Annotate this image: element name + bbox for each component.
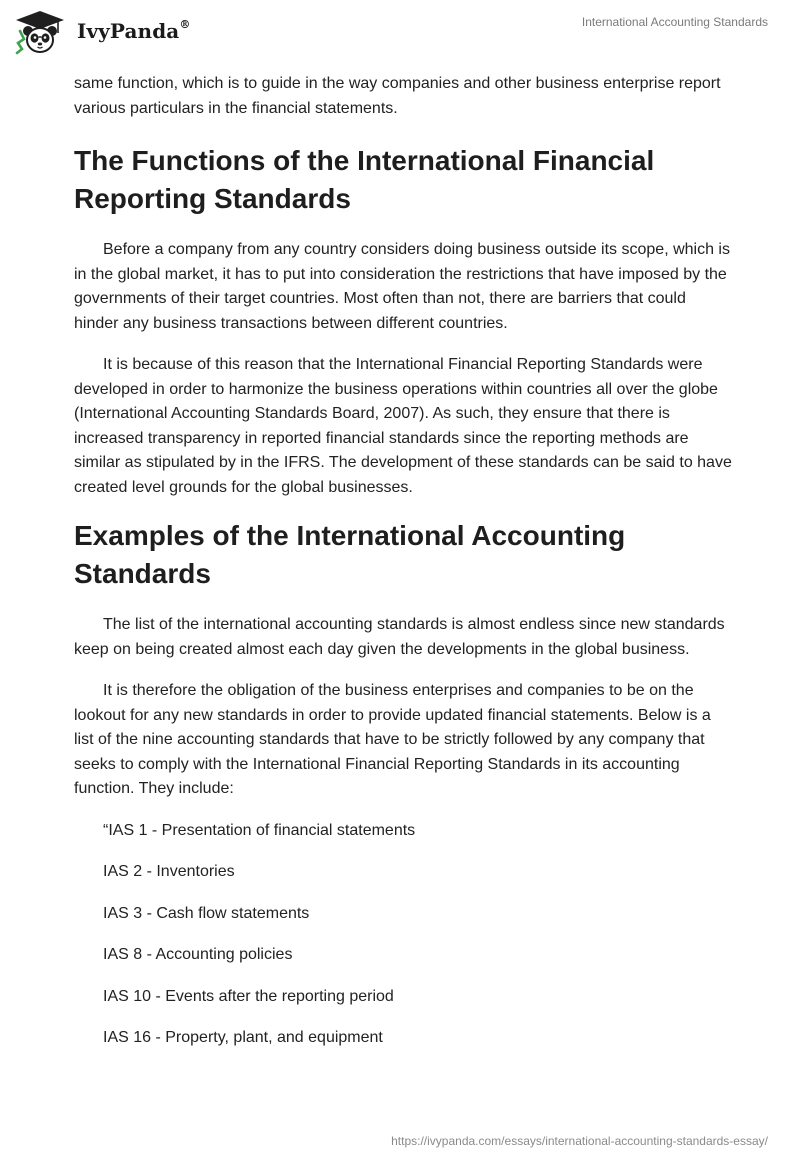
brand-name[interactable]: IvyPanda® <box>77 18 191 43</box>
intro-continuation-paragraph: same function, which is to guide in the way companies and other business enterprise report various particulars in the financial statements. <box>74 75 721 117</box>
ivypanda-logo-icon[interactable] <box>14 9 66 55</box>
list-item: IAS 2 - Inventories <box>103 863 235 880</box>
list-item: IAS 16 - Property, plant, and equipment <box>103 1029 383 1046</box>
list-item: IAS 3 - Cash flow statements <box>103 904 310 922</box>
standards-list <box>74 819 734 1051</box>
list-item: IAS 8 - Accounting policies <box>103 946 293 963</box>
section-heading-examples: Examples of the International Accounting Standards <box>74 520 626 589</box>
paragraph: It is because of this reason that the International Financial Reporting Standards were developed in order to harmonize the business operations within countries all over the globe (International Accounting Standards Board, 2007). As such, they ensure that there is increased transparency in reported financial standards since the reporting methods are similar as stipulated by in the IFRS. The development of these standards can be said to have created level grounds for the global businesses. <box>74 356 732 496</box>
section-heading-functions: The Functions of the International Financial Reporting Standards <box>74 145 655 214</box>
source-url[interactable]: https://ivypanda.com/essays/international-accounting-standards-essay/ <box>391 1134 768 1148</box>
essay-content <box>74 72 734 1068</box>
paragraph: It is therefore the obligation of the business enterprises and companies to be on the lookout for any new standards in order to provide updated financial statements. Below is a list of the nine accounting standards that have to be strictly followed by any company that seeks to comply with the International Financial Reporting Standards in its accounting function. They include: <box>74 682 711 797</box>
page-header <box>0 0 800 70</box>
list-item: “IAS 1 - Presentation of financial statements <box>103 821 416 839</box>
paragraph: The list of the international accounting standards is almost endless since new standards keep on being created almost each day given the developments in the global business. <box>74 616 725 658</box>
document-title: International Accounting Standards <box>581 15 768 29</box>
list-item: IAS 10 - Events after the reporting period <box>103 987 394 1005</box>
paragraph: Before a company from any country considers doing business outside its scope, which is in the global market, it has to put into consideration the restrictions that have imposed by the governments of their target countries. Most often than not, there are barriers that could hinder any business transactions between different countries. <box>74 241 730 332</box>
